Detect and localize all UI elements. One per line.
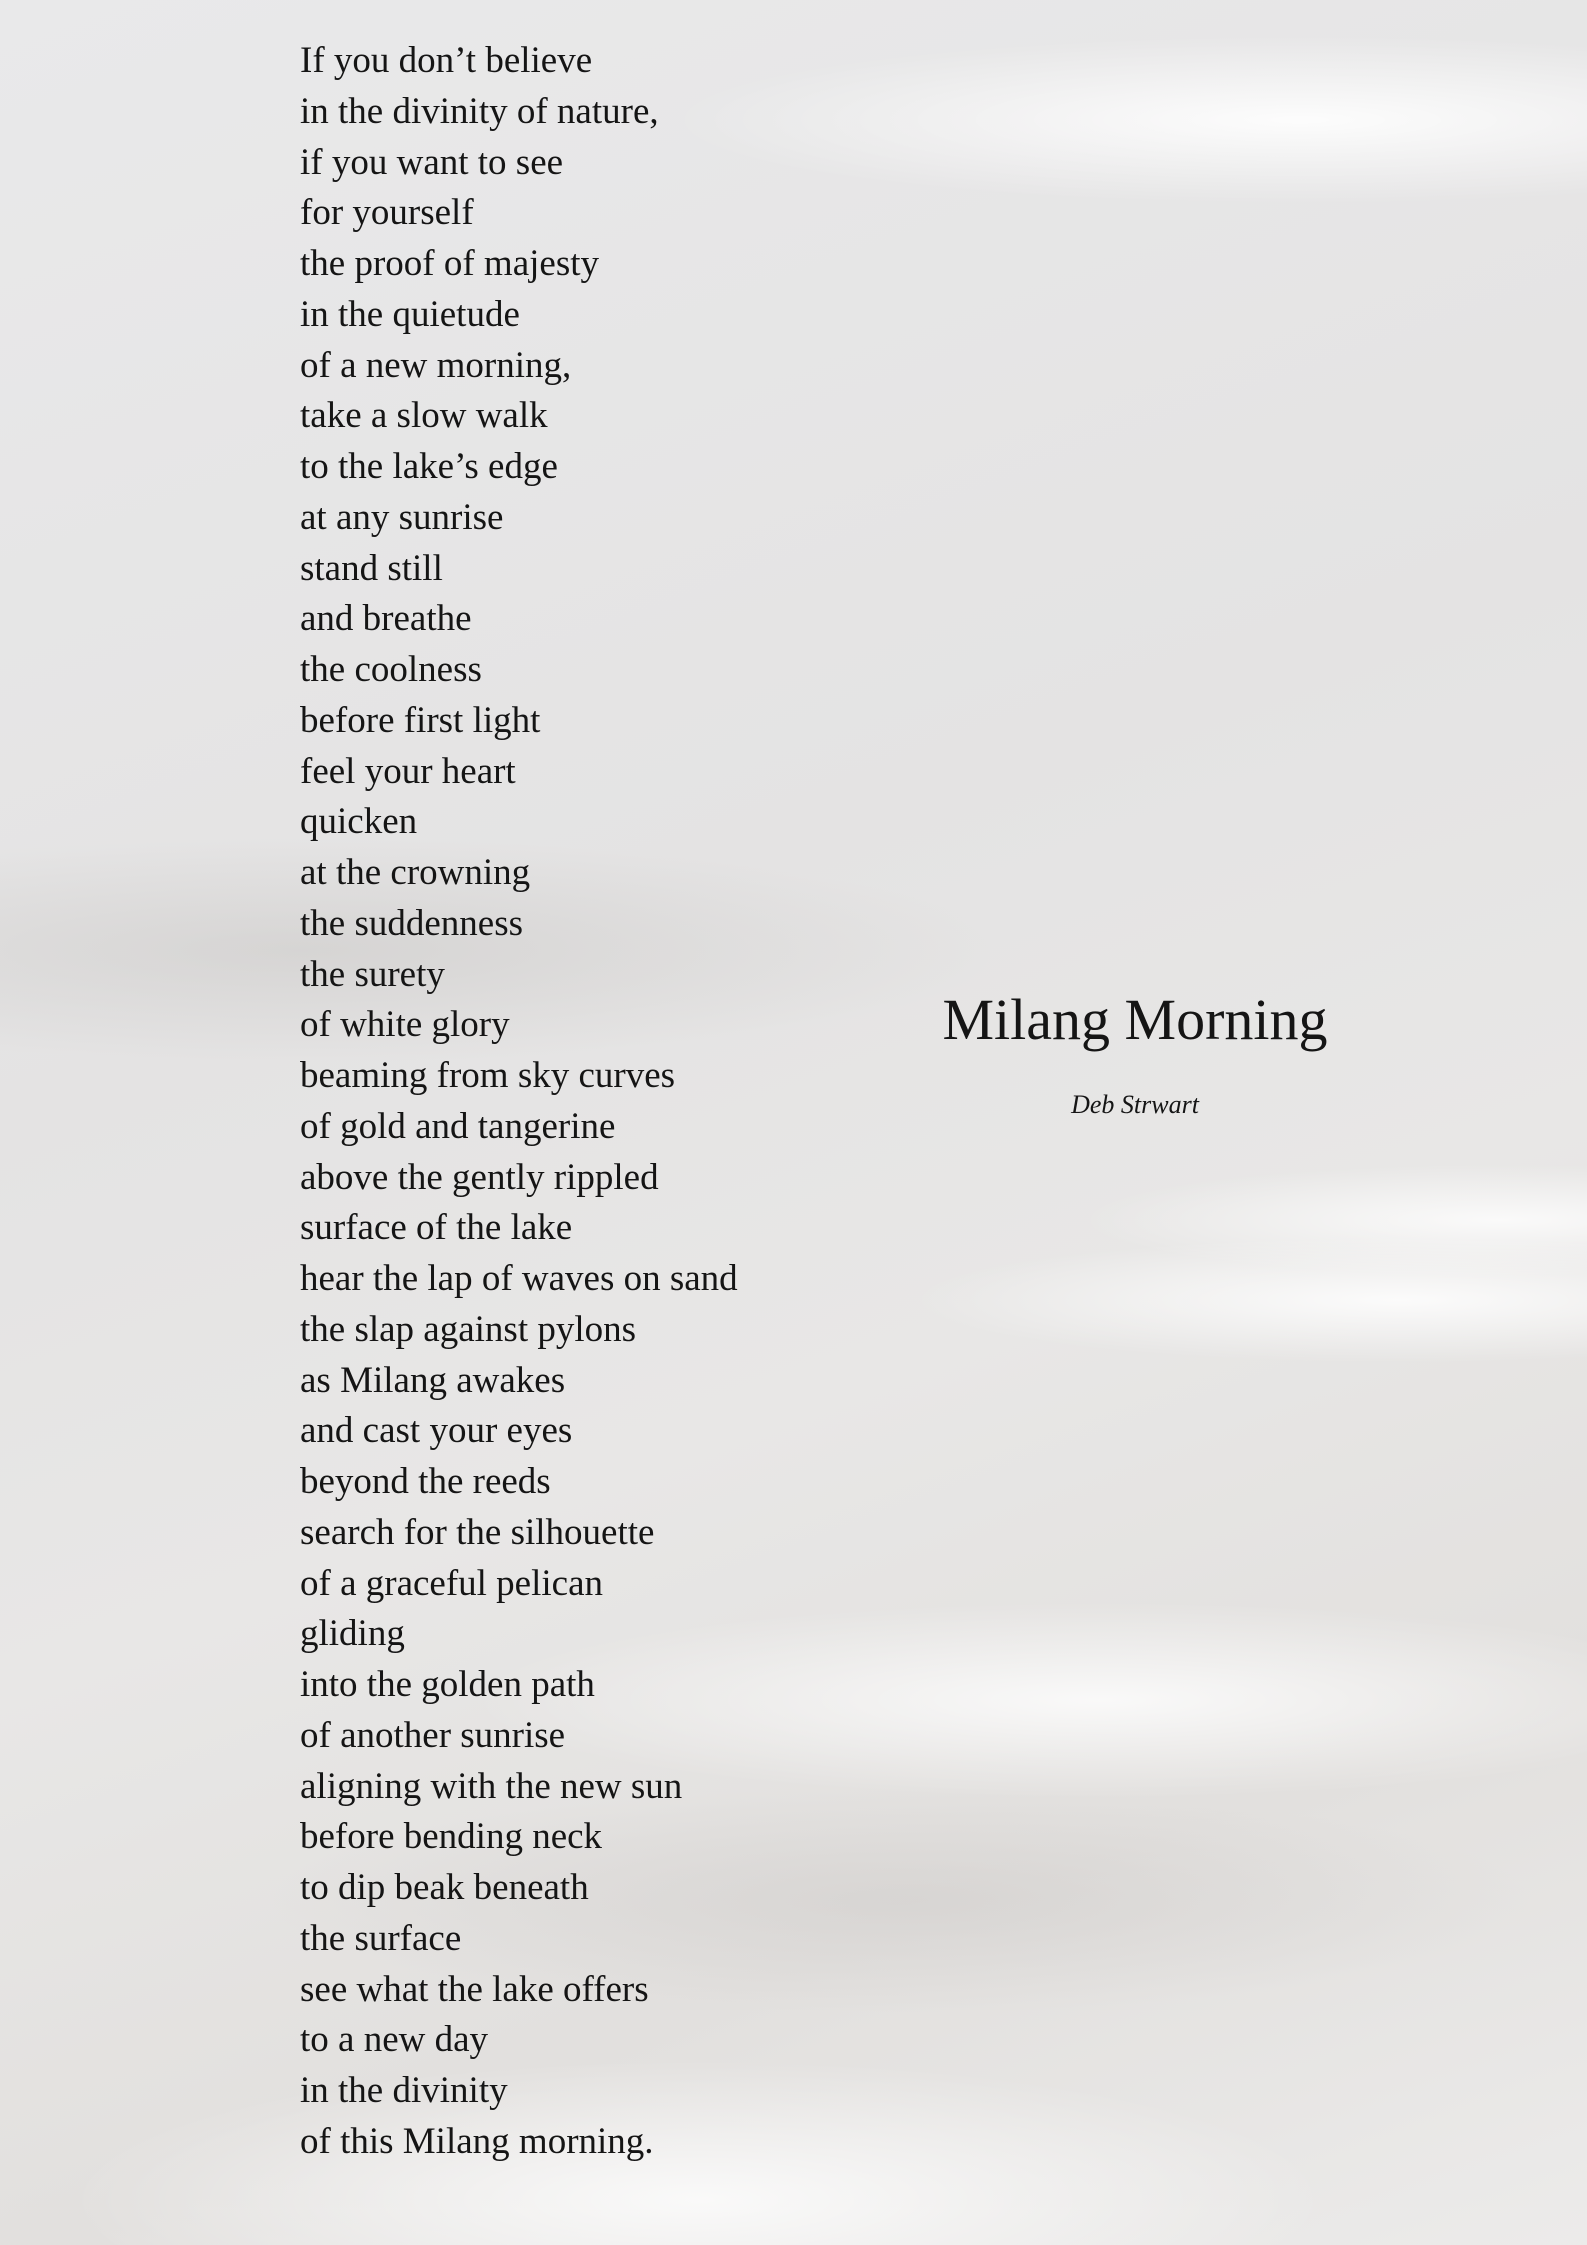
poem-line: beyond the reeds [300, 1461, 551, 1502]
poem-line: feel your heart [300, 750, 516, 792]
poem-line: quicken [300, 801, 418, 843]
poem-line: of gold and tangerine [300, 1105, 616, 1147]
poem-line: the slap against pylons [300, 1308, 637, 1350]
poem-line: of white glory [300, 1004, 510, 1046]
poem-line: of another sunrise [300, 1714, 566, 1756]
poem-line: If you don’t believe [300, 40, 593, 81]
poem-line: as Milang awakes [300, 1359, 566, 1401]
poem-author: Deb Strwart [1071, 1090, 1199, 1119]
poem-line: aligning with the new sun [300, 1765, 683, 1807]
poem-line: for yourself [300, 192, 474, 234]
poem-line: above the gently rippled [300, 1156, 659, 1198]
poem-line: before first light [300, 699, 541, 741]
poem-line: to dip beak beneath [300, 1867, 589, 1908]
poem-line: see what the lake offers [300, 1968, 649, 2010]
poem-line: and cast your eyes [300, 1410, 573, 1452]
poem-line: the proof of majesty [300, 243, 599, 284]
poem-line: search for the silhouette [300, 1511, 655, 1553]
poem-text [300, 36, 738, 2168]
poem-title: Milang Morning [942, 987, 1328, 1052]
poem-line: the coolness [300, 649, 482, 690]
poem-line: stand still [300, 547, 443, 589]
poem-line: before bending neck [300, 1816, 603, 1858]
poem-line: surface of the lake [300, 1207, 573, 1249]
poem-line: the surety [300, 953, 445, 995]
poem-line: into the golden path [300, 1664, 595, 1705]
poem-line: take a slow walk [300, 395, 548, 437]
poem-line: and breathe [300, 598, 472, 640]
poem-line: at any sunrise [300, 496, 504, 538]
poem-line: hear the lap of waves on sand [300, 1258, 738, 1299]
poem-line: of a graceful pelican [300, 1562, 604, 1604]
poem-line: at the crowning [300, 852, 531, 893]
poem-line: if you want to see [300, 141, 564, 183]
poem-line: in the divinity [300, 2070, 508, 2111]
poem-line: to the lake’s edge [300, 446, 558, 487]
poem-line: in the divinity of nature, [300, 90, 659, 132]
poem-line: of a new morning, [300, 344, 572, 386]
poem-line: of this Milang morning. [300, 2120, 654, 2162]
poem-line: the surface [300, 1917, 462, 1959]
poem-line: the suddenness [300, 902, 523, 944]
poem-line: to a new day [300, 2019, 489, 2061]
poem-line: gliding [300, 1613, 405, 1655]
poem-line: beaming from sky curves [300, 1055, 676, 1096]
poem-line: in the quietude [300, 293, 520, 335]
